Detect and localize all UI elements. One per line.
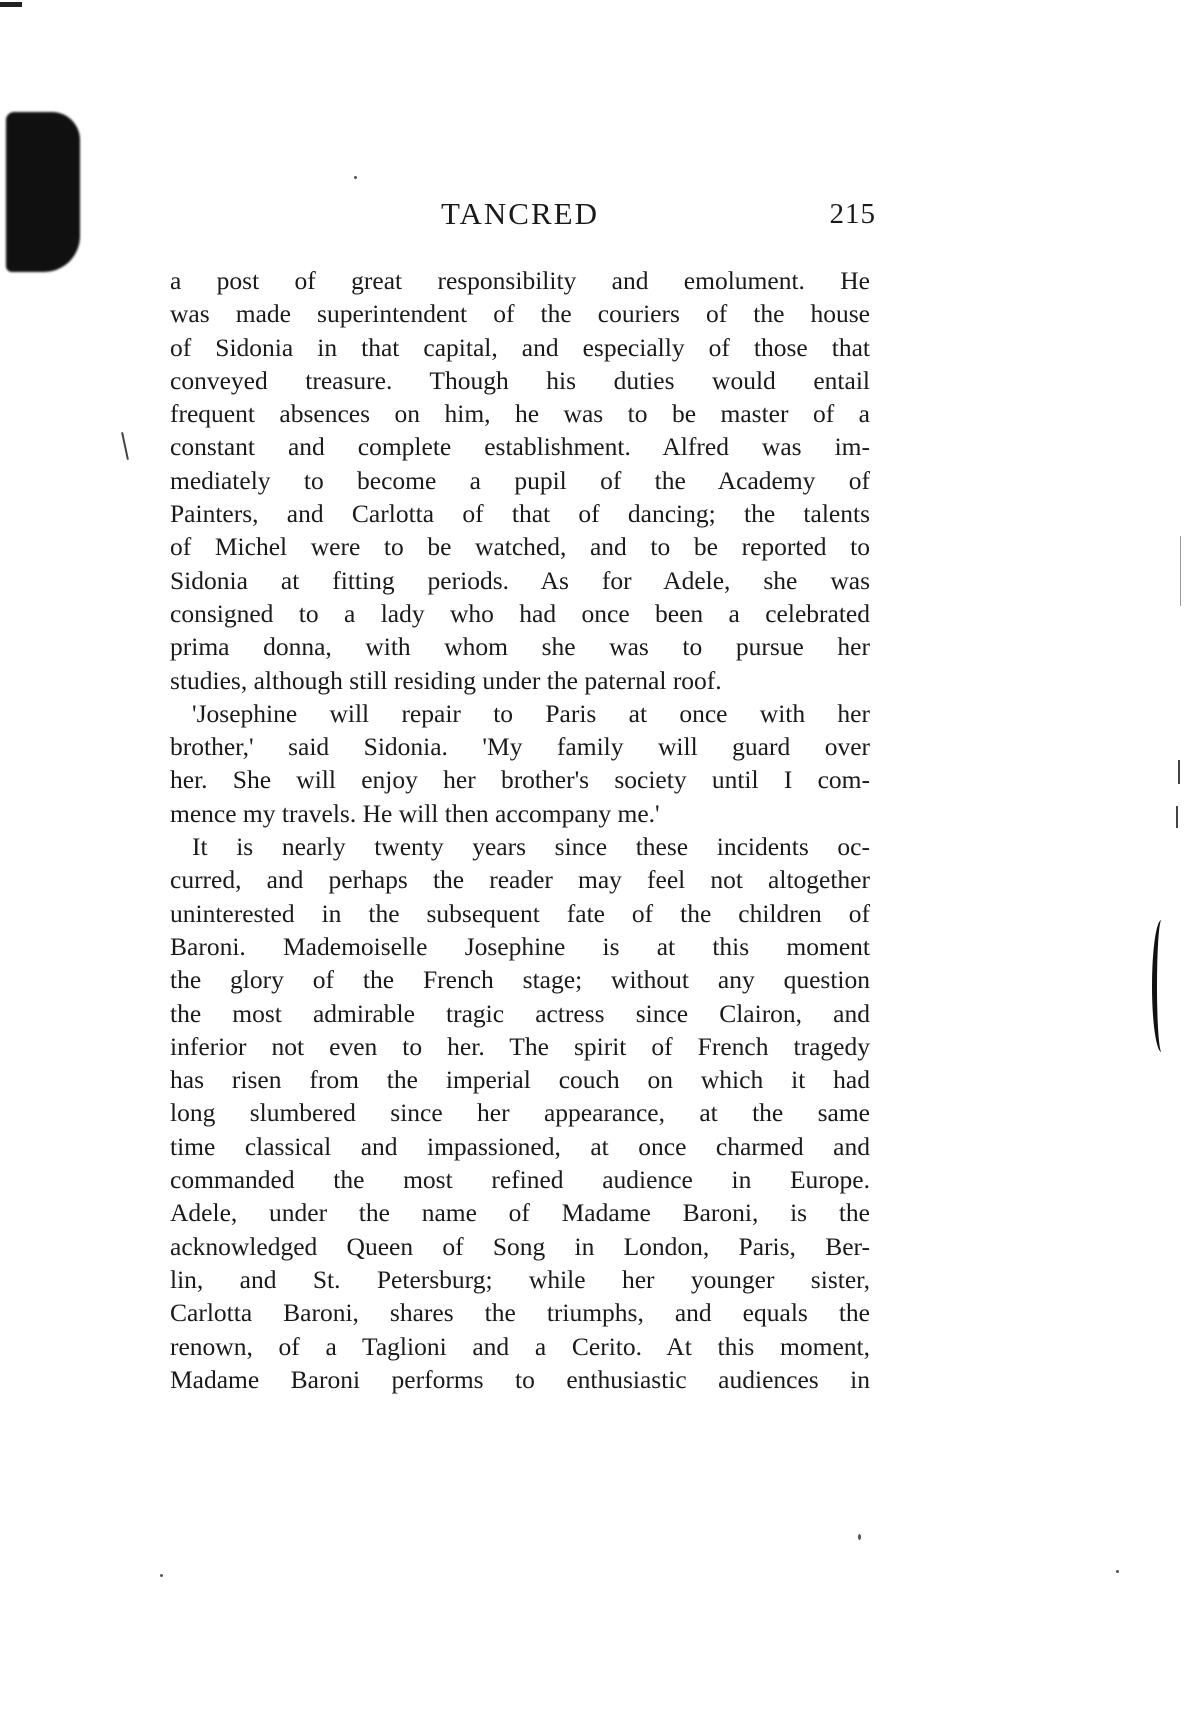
text-line: uninterested in the subsequent fate of the children of [170,898,870,928]
text-line: brother,' said Sidonia. 'My family will guard over [170,732,870,762]
text-line: It is nearly twenty years since these incidents oc- [192,832,870,862]
text-line: Adele, under the name of Madame Baroni, is the [170,1198,870,1228]
running-head [170,196,876,236]
text-line: renown, of a Taglioni and a Cerito. At this moment, [170,1331,870,1361]
body-text [170,264,870,1396]
margin-tick-mark [1176,806,1178,828]
text-line: Madame Baroni performs to enthusiastic audiences in [170,1364,870,1394]
text-line: has risen from the imperial couch on which it had [170,1065,870,1095]
text-line: of Michel were to be watched, and to be reported to [170,532,870,562]
page-number: 215 [829,198,876,230]
margin-tick-mark [121,432,129,460]
text-line: the most admirable tragic actress since Clairon, and [170,998,870,1028]
text-line: studies, although still residing under the paternal roof. [170,665,722,695]
margin-tick-mark [1178,760,1180,784]
text-line: curred, and perhaps the reader may feel not altogether [170,865,870,895]
scan-speck [160,1574,163,1577]
text-line: of Sidonia in that capital, and especially of those that [170,332,870,362]
text-line: consigned to a lady who had once been a celebrated [170,598,870,628]
scan-corner-mark [0,2,22,7]
text-line: mence my travels. He will then accompany me.' [170,798,660,828]
text-line: time classical and impassioned, at once charmed and [170,1131,870,1161]
text-line: acknowledged Queen of Song in London, Paris, Ber- [170,1231,870,1261]
text-line: lin, and St. Petersburg; while her younger sister, [170,1264,870,1294]
scan-speck [354,176,357,179]
text-line: Sidonia at fitting periods. As for Adele, she was [170,565,870,595]
text-line: conveyed treasure. Though his duties would entail [170,365,870,395]
text-line: Painters, and Carlotta of that of dancing; the talents [170,499,870,529]
text-line: a post of great responsibility and emolument. He [170,266,870,295]
text-line: constant and complete establishment. Alfred was im- [170,432,870,462]
text-line: mediately to become a pupil of the Academy of [170,465,870,495]
binding-shadow [6,112,80,272]
text-line: commanded the most refined audience in Europe. [170,1165,870,1195]
text-line: Carlotta Baroni, shares the triumphs, and equals the [170,1298,870,1328]
margin-bracket-mark [1152,920,1171,1052]
text-line: inferior not even to her. The spirit of French tragedy [170,1031,870,1061]
text-line: frequent absences on him, he was to be master of a [170,399,870,429]
text-line: her. She will enjoy her brother's society until I com- [170,765,870,795]
scan-speck [858,1534,861,1540]
text-line: prima donna, with whom she was to pursue her [170,632,870,662]
text-line: Baroni. Mademoiselle Josephine is at this moment [170,931,870,961]
text-line: 'Josephine will repair to Paris at once with her [192,698,870,728]
text-line: was made superintendent of the couriers of the house [170,299,870,329]
text-line: long slumbered since her appearance, at the same [170,1098,870,1128]
running-title: TANCRED [441,196,599,231]
text-line: the glory of the French stage; without any question [170,965,870,995]
margin-tick-mark [1180,536,1181,606]
scan-speck [1116,1570,1119,1573]
